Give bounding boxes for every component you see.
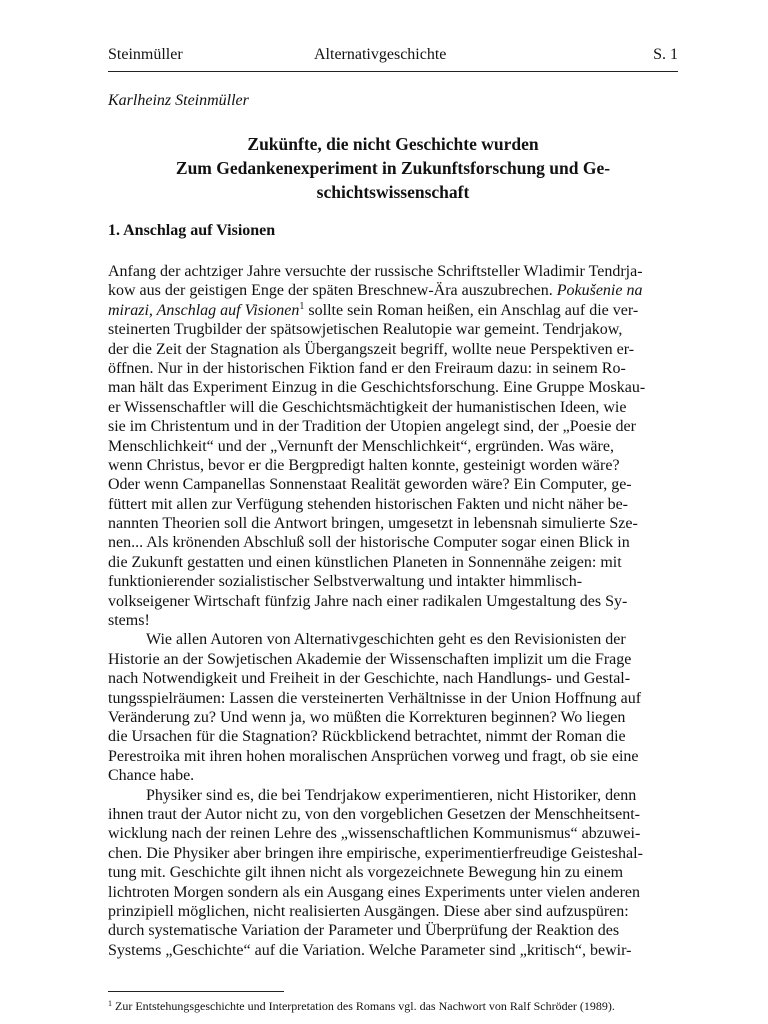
footnote-ref[interactable]: 1	[299, 300, 305, 312]
footnote-text: Zur Entstehungsgeschichte und Interpretation des Romans vgl. das Nachwort von Ralf Schröder (1989).	[112, 999, 615, 1013]
header-author: Steinmüller	[108, 46, 183, 63]
text-line: die Ursachen für die Stagnation? Rückblickend betrachtet, nimmt der Roman die	[108, 728, 626, 746]
text-line: Physiker sind es, die bei Tendrjakow experimentieren, nicht Historiker, denn	[146, 786, 637, 804]
text-line: Anfang der achtziger Jahre versuchte der russische Schriftsteller Wladimir Tendrja-	[108, 263, 643, 280]
text-line: tungsspielräumen: Lassen die versteinerten Verhältnisse in der Union Hoffnung auf	[108, 689, 642, 707]
book-title-italic: Pokušenie na	[556, 282, 643, 300]
paper-title	[108, 132, 678, 204]
text-line: er Wissenschaftler will die Geschichtsmächtigkeit der humanistischen Ideen, wie	[108, 398, 627, 416]
text-line: nen... Als krönenden Abschluß soll der historische Computer sogar einen Blick in	[108, 534, 630, 552]
text-line: Menschlichkeit“ und der „Vernunft der Menschlichkeit“, ergründen. Was wäre,	[108, 437, 614, 455]
text-line: nach Notwendigkeit und Freiheit in der Geschichte, nach Handlungs- und Gestal-	[108, 670, 631, 688]
text-line: Perestroika mit ihren hohen moralischen Ansprüchen vorweg und fragt, ob sie eine	[108, 747, 639, 765]
text-line: Veränderung zu? Und wenn ja, wo müßten die Korrekturen beginnen? Wo liegen	[108, 708, 626, 726]
title-line: Zukünfte, die nicht Geschichte wurden	[247, 134, 539, 154]
title-line: Zum Gedankenexperiment in Zukunftsforschung und Ge-	[175, 158, 611, 178]
text-line: ihnen traut der Autor nicht zu, von den vorgeblichen Gesetzen der Menschheitsent-	[108, 805, 640, 823]
text-line: die Zukunft gestatten und einen künstlichen Planeten in Sonnennähe zeigen: mit	[108, 553, 622, 571]
text-run: sollte sein Roman heißen, ein Anschlag auf die ver-	[304, 301, 639, 319]
text-line: stems!	[108, 612, 150, 630]
section-heading: 1. Anschlag auf Visionen	[108, 222, 276, 239]
text-line: volkseigener Wirtschaft fünfzig Jahre nach einer radikalen Umgestaltung des Sy-	[108, 592, 628, 610]
body-text	[108, 262, 678, 960]
text-line: man hält das Experiment Einzug in die Geschichtsforschung. Eine Gruppe Moskau-	[108, 379, 646, 397]
text-line	[108, 281, 678, 300]
text-line: sie im Christentum und in der Tradition der Utopien angelegt sind, der „Poesie der	[108, 418, 636, 436]
title-line: schichtswissenschaft	[316, 182, 470, 202]
text-line: prinzipiell möglichen, nicht realisierten Ausgängen. Diese aber sind aufzuspüren:	[108, 902, 629, 920]
text-line: tung mit. Geschichte gilt ihnen nicht als vorgezeichnete Bewegung hin zu einem	[108, 864, 624, 882]
text-line: funktionierender sozialistischer Selbstverwaltung und intakter himmlisch-	[108, 573, 583, 591]
text-line: wicklung nach der reinen Lehre des „wissenschaftlichen Kommunismus“ abzuwei-	[108, 825, 641, 843]
header-title: Alternativgeschichte	[314, 46, 447, 63]
header-rule	[108, 71, 678, 72]
footnote-rule	[108, 991, 284, 992]
text-line: wenn Christus, bevor er die Bergpredigt halten konnte, gesteinigt worden wäre?	[108, 456, 620, 474]
footnote	[108, 999, 688, 1014]
text-line: lichtroten Morgen sondern als ein Ausgang eines Experiments unter vielen anderen	[108, 883, 640, 901]
text-line: Wie allen Autoren von Alternativgeschichten geht es den Revisionisten der	[146, 631, 626, 649]
text-line: der die Zeit der Stagnation als Übergangszeit begriff, wollte neue Perspektiven er-	[108, 340, 635, 358]
book-title-italic: mirazi, Anschlag auf Visionen	[108, 301, 300, 319]
text-line: Chance habe.	[108, 767, 195, 785]
text-line: durch systematische Variation der Parameter und Überprüfung der Reaktion des	[108, 922, 620, 940]
text-run: kow aus der geistigen Enge der späten Breschnew-Ära auszubrechen.	[108, 282, 557, 300]
text-line: öffnen. Nur in der historischen Fiktion fand er den Freiraum dazu: in seinem Ro-	[108, 359, 626, 377]
text-line	[108, 301, 678, 320]
author-name: Karlheinz Steinmüller	[108, 92, 249, 109]
text-line: Systems „Geschichte“ auf die Variation. Welche Parameter sind „kritisch“, bewir-	[108, 941, 632, 959]
text-line: chen. Die Physiker aber bringen ihre empirische, experimentierfreudige Geisteshal-	[108, 844, 643, 862]
text-line: Historie an der Sowjetischen Akademie der Wissenschaften implizit um die Frage	[108, 650, 632, 668]
footnote-marker: 1	[108, 999, 112, 1008]
running-header	[108, 46, 678, 70]
text-line: steinerten Trugbilder der spätsowjetischen Realutopie war gemeint. Tendrjakow,	[108, 321, 623, 339]
text-line: nannten Theorien soll die Antwort bringen, umgesetzt in lebensnah simulierte Sze-	[108, 515, 638, 533]
text-line: füttert mit allen zur Verfügung stehenden historischen Fakten und nicht näher be-	[108, 495, 628, 513]
text-line: Oder wenn Campanellas Sonnenstaat Realität geworden wäre? Ein Computer, ge-	[108, 476, 632, 494]
page-number: S. 1	[653, 46, 678, 63]
